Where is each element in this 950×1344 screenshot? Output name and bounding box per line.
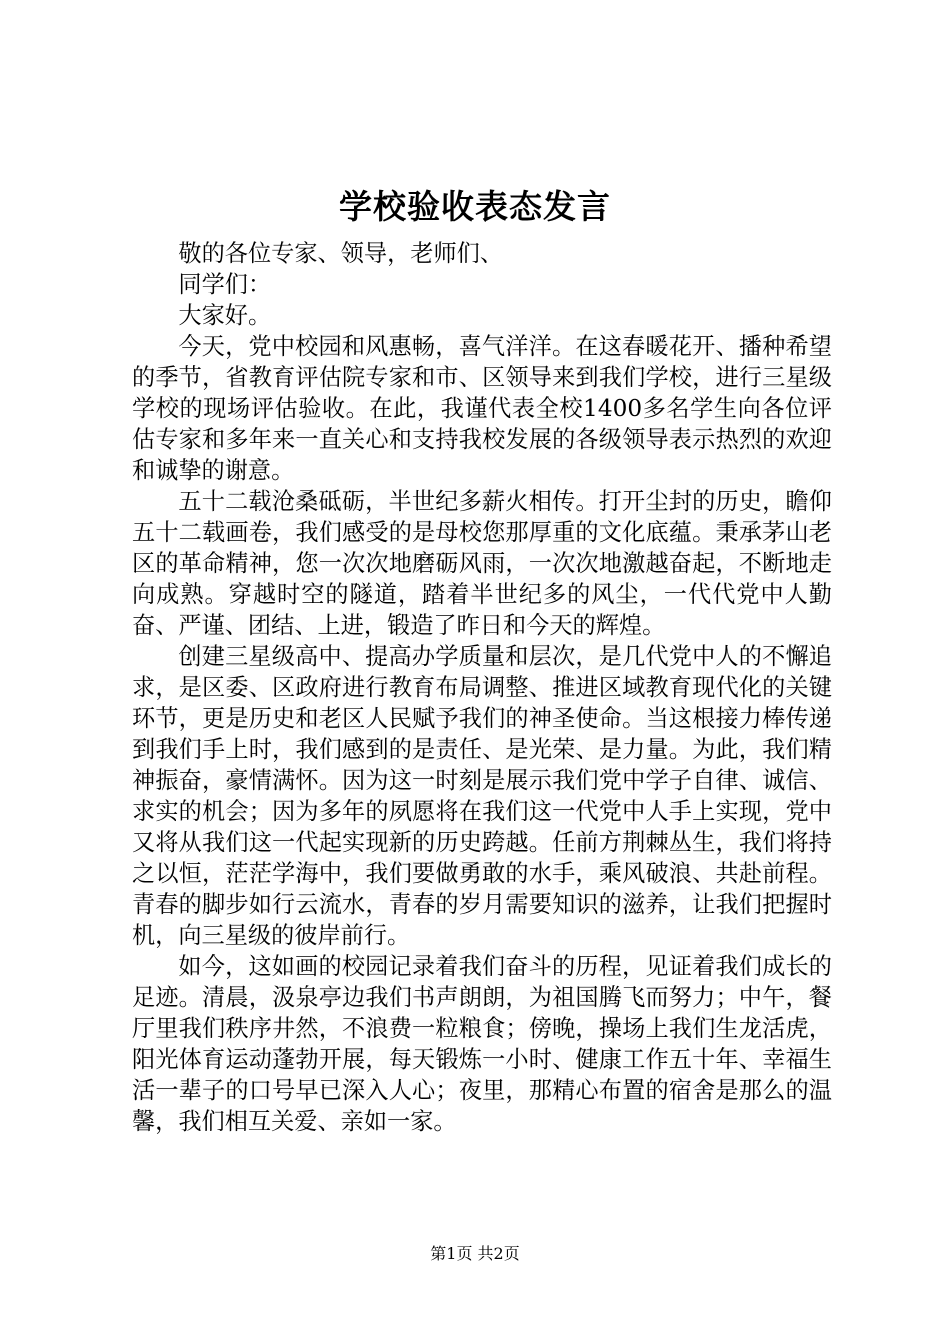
page-number-footer: 第1页 共2页 <box>430 1244 520 1263</box>
document-title: 学校验收表态发言 <box>339 187 611 226</box>
body-paragraph: 如今，这如画的校园记录着我们奋斗的历程，见证着我们成长的足迹。清晨，汲泉亭边我们书声朗朗，为祖国腾飞而努力；中午，餐厅里我们秩序井然，不浪费一粒粮食；傍晚，操场上我们生龙活虎，阳光体育运动蓬勃开展，每天锻炼一小时、健康工作五十年、幸福生活一辈子的口号早已深入人心；夜里，那精心布置的宿舍是那么的温馨，我们相互关爱、亲如一家。 <box>132 953 832 1135</box>
body-paragraph: 创建三星级高中、提高办学质量和层次，是几代党中人的不懈追求，是区委、区政府进行教育布局调整、推进区域教育现代化的关键环节，更是历史和老区人民赋予我们的神圣使命。当这根接力棒传递到我们手上时，我们感到的是责任、是光荣、是力量。为此，我们精神振奋，豪情满怀。因为这一时刻是展示我们党中学子自律、诚信、求实的机会；因为多年的夙愿将在我们这一代党中人手上实现，党中又将从我们这一代起实现新的历史跨越。任前方荆棘丛生，我们将持之以恒，茫茫学海中，我们要做勇敢的水手，乘风破浪、共赴前程。青春的脚步如行云流水，青春的岁月需要知识的滋养，让我们把握时机，向三星级的彼岸前行。 <box>132 643 832 949</box>
body-paragraph: 今天，党中校园和风惠畅，喜气洋洋。在这春暖花开、播种希望的季节，省教育评估院专家和市、区领导来到我们学校，进行三星级学校的现场评估验收。在此，我谨代表全校1400多名学生向各位评估专家和多年来一直关心和支持我校发展的各级领导表示热烈的欢迎和诚挚的谢意。 <box>132 333 832 484</box>
salutation-line: 同学们： <box>178 271 272 298</box>
salutation-line: 大家好。 <box>178 302 272 329</box>
salutation-line: 敬的各位专家、领导，老师们、 <box>178 240 504 267</box>
body-paragraph: 五十二载沧桑砥砺，半世纪多薪火相传。打开尘封的历史，瞻仰五十二载画卷，我们感受的是母校您那厚重的文化底蕴。秉承茅山老区的革命精神，您一次次地磨砺风雨，一次次地激越奋起，不断地走向成熟。穿越时空的隧道，踏着半世纪多的风尘，一代代党中人勤奋、严谨、团结、上进，锻造了昨日和今天的辉煌。 <box>132 488 832 639</box>
document-body <box>132 238 832 1137</box>
